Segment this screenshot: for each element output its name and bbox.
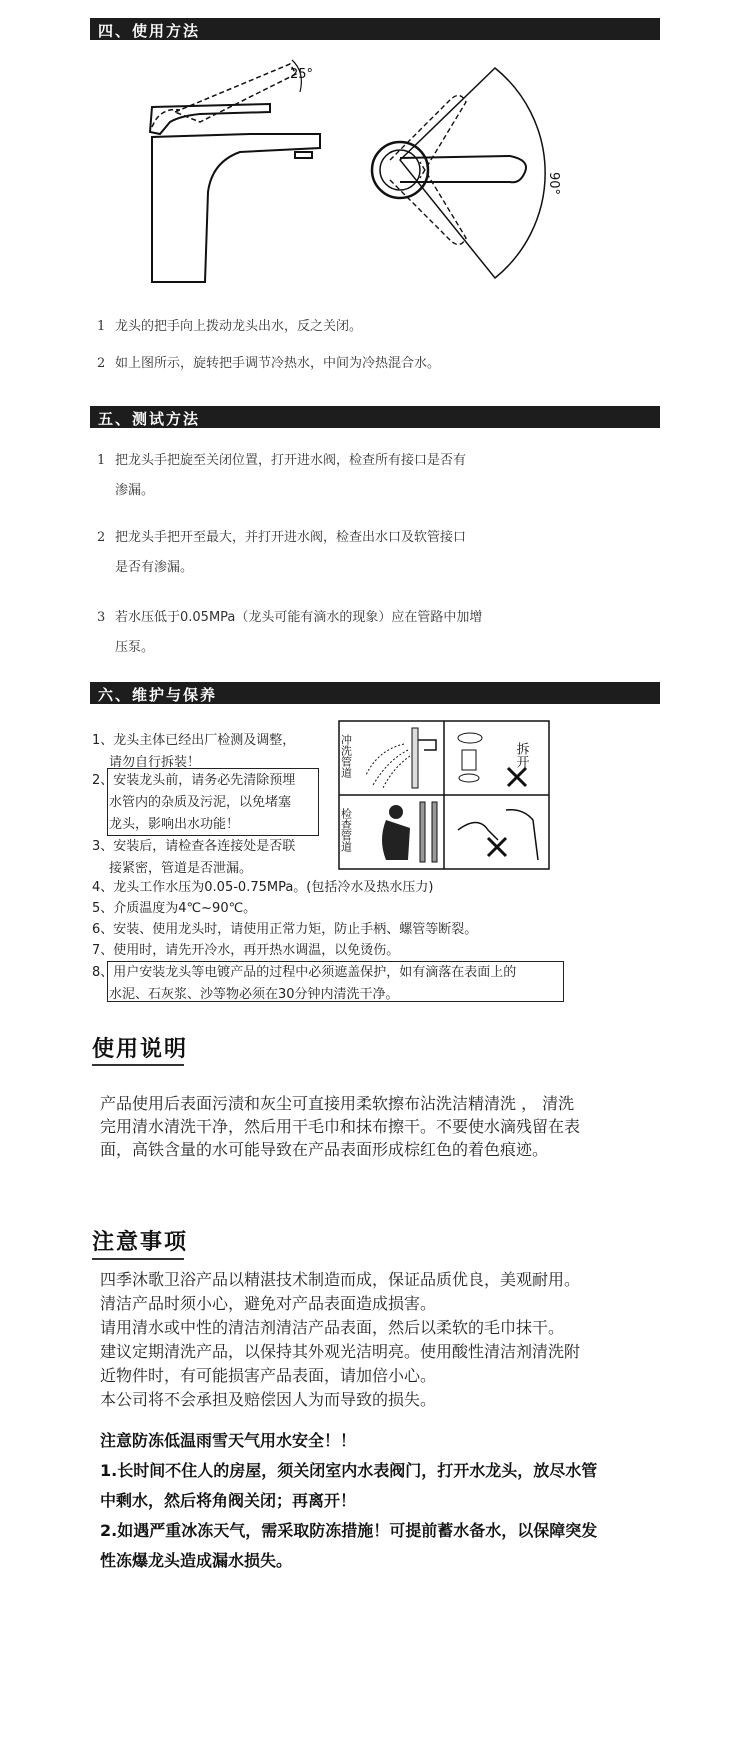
maintenance-item-3: 3、安装后，请检查各连接处是否联 接紧密，管道是否泄漏。 (92, 839, 296, 876)
test-heading: 五、测试方法 (98, 410, 201, 428)
test-step-2: 2 把龙头手把开至最大，并打开进水阀，检查出水口及软管接口 是否有渗漏。 (97, 530, 467, 575)
section-heading-maintenance (90, 682, 660, 704)
maintenance-item-1: 1、龙头主体已经出厂检测及调整， 请勿自行拆装！ (92, 733, 296, 770)
maintenance-item-6: 6、安装、使用龙头时，请使用正常力矩，防止手柄、螺管等断裂。 (92, 922, 478, 937)
maintenance-item-4: 4、龙头工作水压为0.05-0.75MPa。(包括冷水及热水压力) (92, 880, 434, 895)
angle-90-label: 90° (546, 172, 561, 196)
usage-step-1: 1 龙头的把手向上拨动龙头出水，反之关闭。 (97, 319, 363, 334)
faucet-side-view-diagram (140, 52, 340, 292)
svg-text:冲洗管道: 冲洗管道 (339, 734, 353, 778)
test-step-1: 1 把龙头手把旋至关闭位置，打开进水阀，检查所有接口是否有 渗漏。 (97, 453, 467, 498)
maintenance-item-8: 8、用户安装龙头等电镀产品的过程中必须遮盖保护，如有滴落在表面上的 水泥、石灰浆、沙等物必须在30分钟内清洗干净。 (92, 965, 517, 1002)
section-heading-usage (90, 18, 660, 40)
notes-paragraph: 四季沐歌卫浴产品以精湛技术制造而成，保证品质优良，美观耐用。 清洁产品时须小心，避免对产品表面造成损害。 请用清水或中性的清洁剂清洁产品表面，然后以柔软的毛巾抹干。 建议定期清洗产品，以保持其外观光洁明亮。使用酸性清洁剂清洗附 近物件时，有可能损害产品表面，请加倍小心。 本公司将不会承担及赔偿因人为而导致的损失。 (100, 1270, 581, 1409)
maintenance-illustration-panel (338, 720, 550, 870)
notes-heading-underline (92, 1258, 184, 1260)
usage-step-2: 2 如上图所示，旋转把手调节冷热水，中间为冷热混合水。 (97, 356, 441, 371)
svg-text:检查管道: 检查管道 (339, 808, 353, 852)
instructions-heading-underline (92, 1064, 184, 1066)
instructions-paragraph: 产品使用后表面污渍和灰尘可直接用柔软擦布沾洗洁精清洗 ， 清洗 完用清水清洗干净，然后用干毛巾和抹布擦干。不要使水滴残留在表 面，高铁含量的水可能导致在产品表面形成棕红色的着色痕迹。 (100, 1094, 581, 1159)
maintenance-heading: 六、维护与保养 (98, 686, 218, 704)
section-heading-test (90, 406, 660, 428)
angle-25-label: 25° (290, 67, 314, 82)
faucet-top-view-diagram (360, 60, 590, 290)
instructions-heading: 使用说明 (92, 1037, 189, 1062)
svg-text:拆开: 拆开 (513, 742, 529, 768)
antifreeze-block: 注意防冻低温雨雪天气用水安全！！ 1.长时间不住人的房屋，须关闭室内水表阀门，打开水龙头，放尽水管 中剩水，然后将角阀关闭；再离开！ 2.如遇严重冰冻天气，需采取防冻措施！可提前蓄水备水，以保障突发 性冻爆龙头造成漏水损失。 (100, 1426, 670, 1576)
maintenance-item-5: 5、介质温度为4℃~90℃。 (92, 901, 257, 916)
test-step-3: 3 若水压低于0.05MPa（龙头可能有滴水的现象）应在管路中加增 压泵。 (97, 610, 483, 655)
notes-heading: 注意事项 (92, 1230, 189, 1255)
maintenance-item-2: 2、安装龙头前，请务必先清除预埋 水管内的杂质及污泥，以免堵塞 龙头，影响出水功能！ (92, 773, 296, 832)
maintenance-item-7: 7、使用时，请先开冷水，再开热水调温，以免烫伤。 (92, 943, 400, 958)
antifreeze-title: 注意防冻低温雨雪天气用水安全！！ (100, 1431, 357, 1450)
usage-heading: 四、使用方法 (98, 22, 201, 40)
